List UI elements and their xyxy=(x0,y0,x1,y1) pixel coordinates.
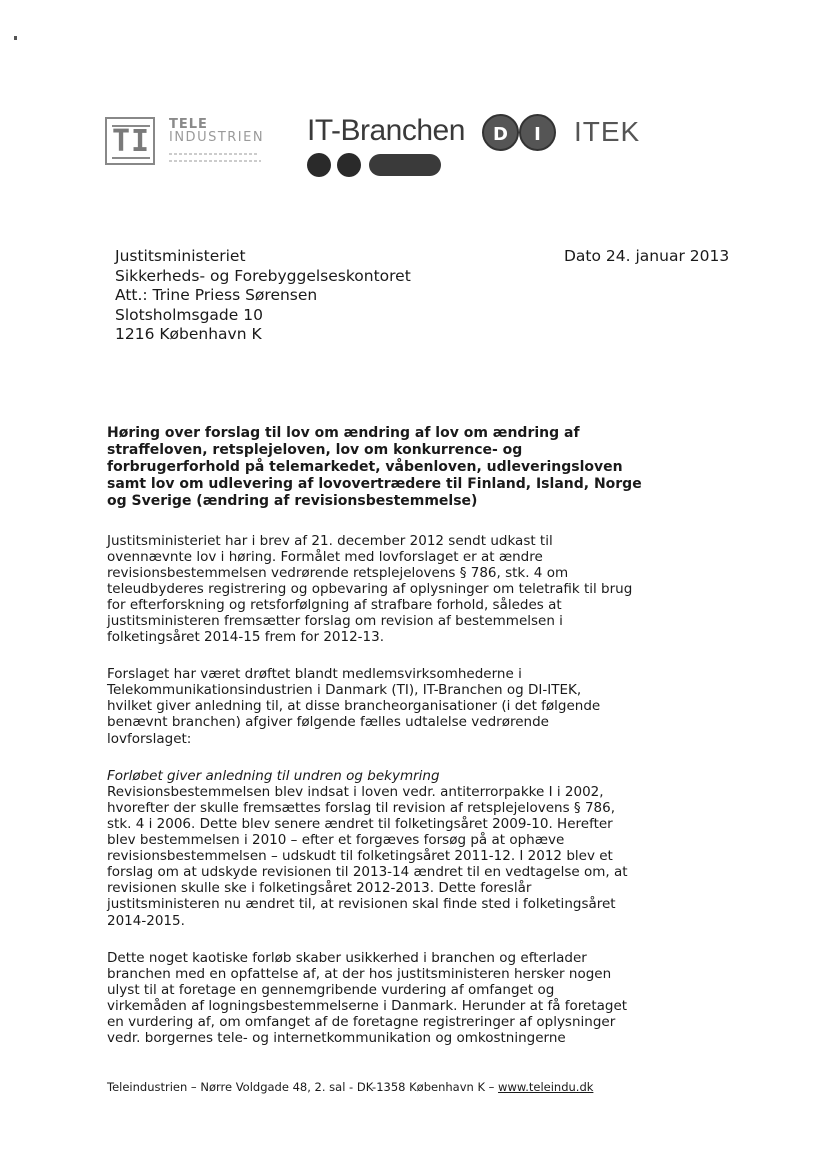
ti-logo-tagline xyxy=(169,153,257,155)
text-line: Justitsministeriet har i brev af 21. december 2012 sendt udkast til xyxy=(107,532,553,549)
it-branchen-pill xyxy=(369,154,441,176)
itek-wordmark: ITEK xyxy=(574,116,641,147)
it-branchen-wordmark: IT-Branchen xyxy=(307,114,465,147)
it-branchen-dot xyxy=(307,153,331,177)
footer-address: Teleindustrien – Nørre Voldgade 48, 2. sal - DK-1358 København K – xyxy=(107,1080,499,1094)
text-line: Forslaget har været drøftet blandt medlemsvirksomhederne i xyxy=(107,666,522,683)
text-line: revisionsbestemmelsen – udskudt til folketingsåret 2011-12. I 2012 blev et xyxy=(107,848,613,865)
footer-website-link[interactable]: www.teleindu.dk xyxy=(498,1080,594,1094)
heading-line: forbrugerforhold på telemarkedet, våbenloven, udleveringsloven xyxy=(107,458,623,475)
text-line: ulyst til at foretage en gennemgribende vurdering af omfanget og xyxy=(107,981,555,998)
recipient-address xyxy=(115,247,411,345)
address-line: Att.: Trine Priess Sørensen xyxy=(115,286,318,304)
text-line: revisionsbestemmelsen vedrørende retsplejelovens § 786, stk. 4 om xyxy=(107,564,569,581)
letter-body xyxy=(107,425,642,1047)
scan-mark xyxy=(14,36,17,40)
text-line: lovforslaget: xyxy=(107,730,192,747)
text-line: forslag om at udskyde revisionen til 2013-14 ændret til en vedtagelse om, at xyxy=(107,864,628,881)
paragraph-members xyxy=(107,666,627,746)
text-line: for efterforskning og retsforfølgning af strafbare forhold, således at xyxy=(107,596,562,613)
page-footer xyxy=(107,1080,593,1094)
text-line: en vurdering af, om omfanget af de foretagne registreringer af oplysninger xyxy=(107,1013,616,1030)
paragraph-intro xyxy=(107,532,633,646)
ti-logo-tagline xyxy=(169,160,261,162)
section-history xyxy=(107,768,627,929)
text-line: 2014-2015. xyxy=(107,912,185,929)
heading-line: samt lov om udlevering af lovovertrædere til Finland, Island, Norge xyxy=(107,475,642,492)
di-logo-circle-i: I xyxy=(519,114,556,151)
text-line: ovennævnte lov i høring. Formålet med lovforslaget er at ændre xyxy=(107,548,543,565)
text-line: vedr. borgernes tele- og internetkommunikation og omkostningerne xyxy=(107,1030,566,1047)
text-line: justitsministeren nu ændret til, at revisionen skal finde sted i folketingsåret xyxy=(107,896,616,913)
di-logo-circle-d: D xyxy=(482,114,519,151)
text-line: hvorefter der skulle fremsættes forslag til revision af retsplejelovens § 786, xyxy=(107,799,616,816)
ti-logo-name-line1: TELE xyxy=(169,117,208,132)
text-line: teleudbyderes registrering og opbevaring af oplysninger om teletrafik til brug xyxy=(107,580,633,597)
paragraph-uncertainty xyxy=(107,950,627,1047)
address-line: Sikkerheds- og Forebyggelseskontoret xyxy=(115,266,411,285)
it-branchen-dot xyxy=(337,153,361,177)
text-line: blev bestemmelsen i 2010 – efter et forgæves forsøg på at ophæve xyxy=(107,832,565,849)
text-line: revisionen skulle ske i folketingsåret 2012-2013. Dette foreslår xyxy=(107,880,532,897)
text-line: Telekommunikationsindustrien i Danmark (TI), IT-Branchen og DI-ITEK, xyxy=(107,682,582,699)
letter-date: Dato 24. januar 2013 xyxy=(564,247,730,265)
letter-heading xyxy=(107,425,642,510)
text-line: branchen med en opfattelse af, at der hos justitsministeren hersker nogen xyxy=(107,965,612,982)
ti-logo-name-line2: INDUSTRIEN xyxy=(169,130,265,145)
text-line: virkemåden af logningsbestemmelserne i Danmark. Herunder at få foretaget xyxy=(107,997,628,1014)
ti-logo-letters: TI xyxy=(112,124,151,159)
text-line: benævnt branchen) afgiver følgende fælles udtalelse vedrørende xyxy=(107,714,549,731)
heading-line: Høring over forslag til lov om ændring af lov om ændring af xyxy=(107,425,580,441)
text-line: folketingsåret 2014-15 frem for 2012-13. xyxy=(107,629,385,646)
text-line: hvilket giver anledning til, at disse brancheorganisationer (i det følgende xyxy=(107,698,601,715)
heading-line: straffeloven, retsplejeloven, lov om konkurrence- og xyxy=(107,441,523,458)
address-line: Justitsministeriet xyxy=(115,247,246,265)
section-subheading: Forløbet giver anledning til undren og bekymring xyxy=(107,767,440,784)
heading-line: og Sverige (ændring af revisionsbestemmelse) xyxy=(107,492,478,509)
text-line: stk. 4 i 2006. Dette blev senere ændret til folketingsåret 2009-10. Herefter xyxy=(107,815,613,832)
address-line: 1216 København K xyxy=(115,325,262,343)
text-line: Dette noget kaotiske forløb skaber usikkerhed i branchen og efterlader xyxy=(107,949,587,966)
text-line: Revisionsbestemmelsen blev indsat i loven vedr. antiterrorpakke I i 2002, xyxy=(107,783,604,800)
text-line: justitsministeren fremsætter forslag om revision af bestemmelsen i xyxy=(107,613,563,629)
address-line: Slotsholmsgade 10 xyxy=(115,305,263,324)
